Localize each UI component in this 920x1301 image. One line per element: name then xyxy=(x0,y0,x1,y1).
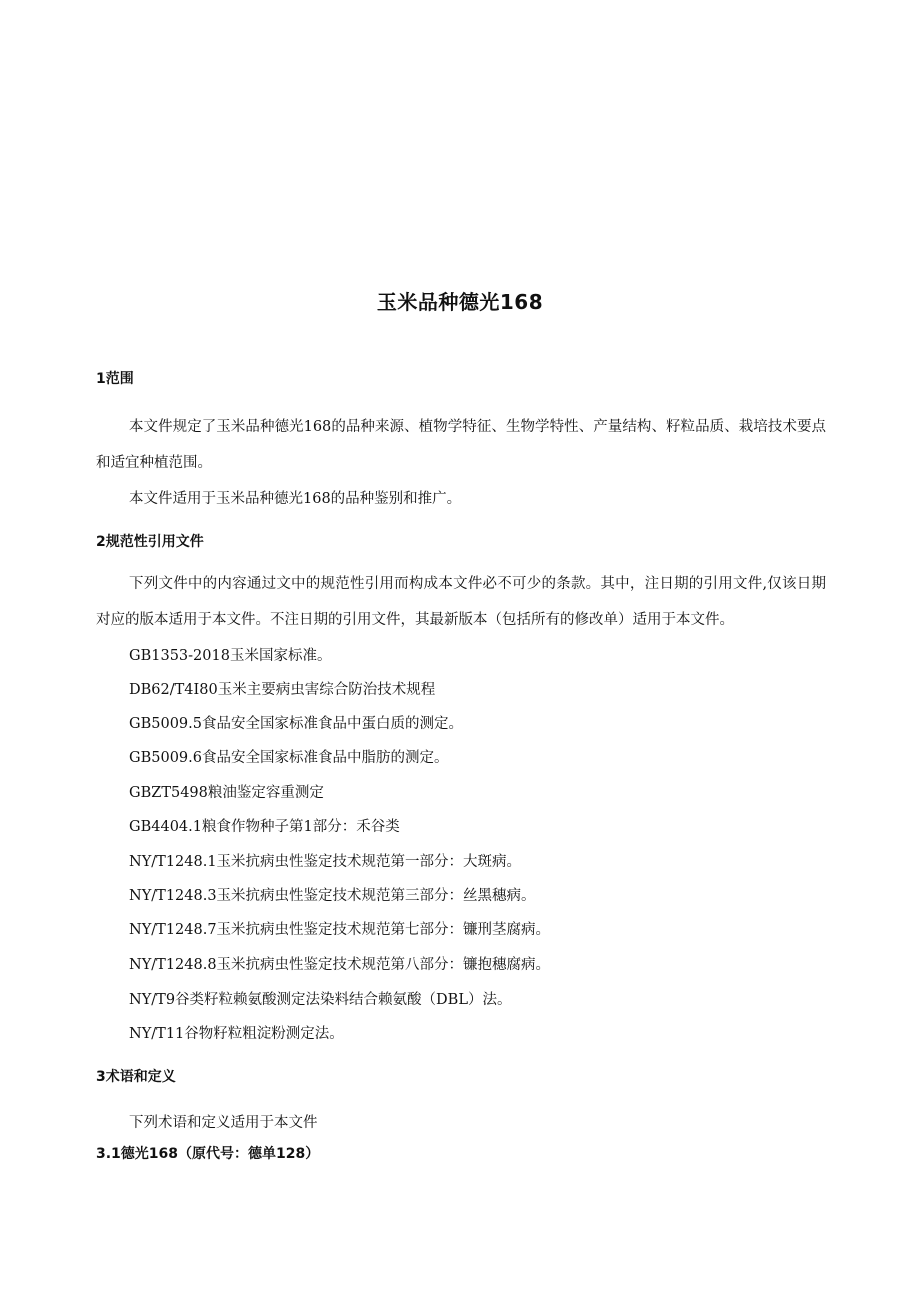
terms-intro: 下列术语和定义适用于本文件 xyxy=(129,1115,318,1131)
reference-item: GB5009.5食品安全国家标准食品中蛋白质的测定。 xyxy=(129,716,463,732)
reference-item: NY/T11谷物籽粒粗淀粉测定法。 xyxy=(129,1026,344,1042)
reference-item: NY/T1248.7玉米抗病虫性鉴定技术规范第七部分：镰刑茎腐病。 xyxy=(129,922,551,938)
section-heading-scope: 1范围 xyxy=(96,371,134,387)
reference-item: NY/T1248.1玉米抗病虫性鉴定技术规范第一部分：大斑病。 xyxy=(129,854,522,870)
reference-item: GB4404.1粮食作物种子第1部分：禾谷类 xyxy=(129,819,400,835)
reference-item: NY/T9谷类籽粒赖氨酸测定法染料结合赖氨酸（DBL）法。 xyxy=(129,992,512,1008)
reference-item: GBZT5498粮油鉴定容重测定 xyxy=(129,785,324,801)
reference-item: GB5009.6食品安全国家标准食品中脂肪的测定。 xyxy=(129,750,449,766)
scope-paragraph-2: 本文件适用于玉米品种德光168的品种鉴别和推广。 xyxy=(129,491,462,507)
reference-item: NY/T1248.8玉米抗病虫性鉴定技术规范第八部分：镰抱穗腐病。 xyxy=(129,957,551,973)
scope-paragraph-1: 本文件规定了玉米品种德光168的品种来源、植物学特征、生物学特性、产量结构、籽粒品质、栽培技术要点和适宜种植范围。 xyxy=(96,419,826,471)
references-intro: 下列文件中的内容通过文中的规范性引用而构成本文件必不可少的条款。其中，注日期的引用文件,仅该日期对应的版本适用于本文件。不注日期的引用文件，其最新版本（包括所有的修改单）适用于本文件。 xyxy=(96,576,826,628)
reference-item: DB62/T4I80玉米主要病虫害综合防治技术规程 xyxy=(129,682,436,698)
document-title: 玉米品种德光168 xyxy=(376,290,544,314)
section-heading-terms: 3术语和定义 xyxy=(96,1069,176,1085)
section-heading-references: 2规范性引用文件 xyxy=(96,534,204,550)
sub-heading-3-1: 3.1德光168（原代号：德单128） xyxy=(96,1146,320,1162)
reference-item: NY/T1248.3玉米抗病虫性鉴定技术规范第三部分：丝黑穗病。 xyxy=(129,888,536,904)
reference-item: GB1353-2018玉米国家标准。 xyxy=(129,648,332,664)
